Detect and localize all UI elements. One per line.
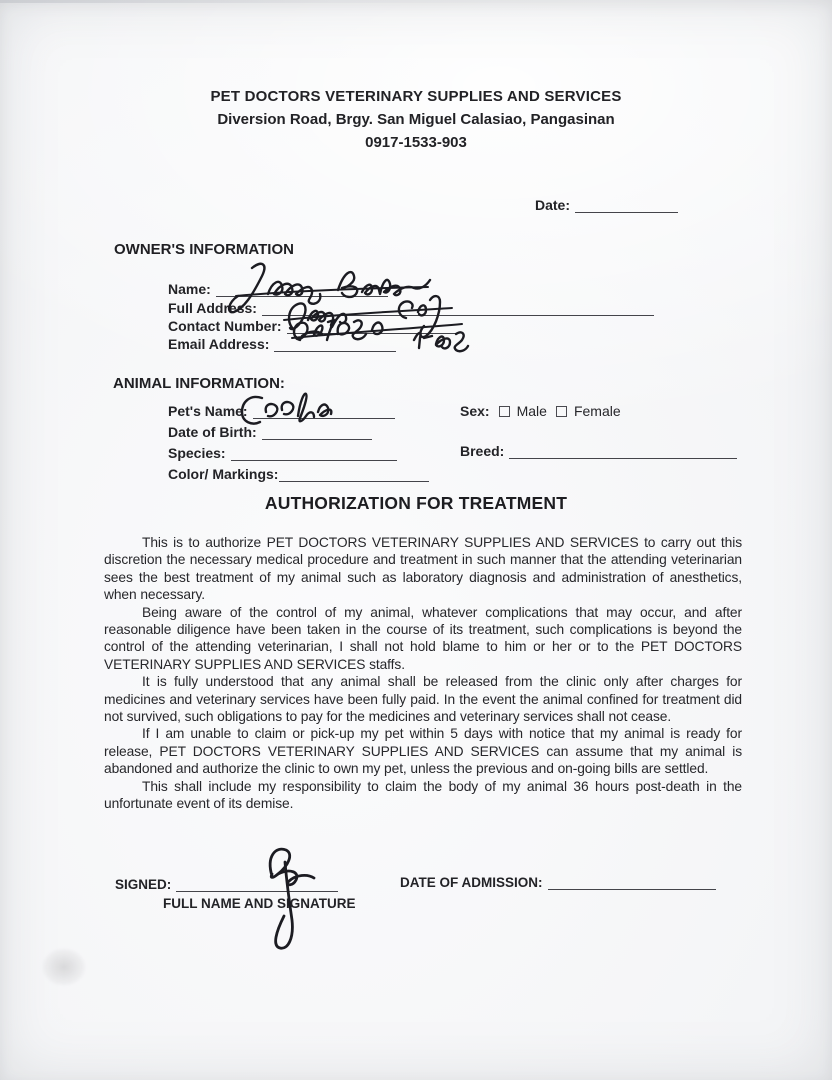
breed-field [460,443,737,459]
admission-date-field [400,874,716,890]
color-markings-underline [279,466,429,482]
species-label: Species: [168,445,226,461]
owner-name-label: Name: [168,281,211,297]
female-option-label: Female [573,403,621,419]
clinic-name: PET DOCTORS VETERINARY SUPPLIES AND SERVICES [210,88,622,105]
date-underline [575,197,678,213]
owner-address-underline [262,300,654,316]
pet-name-label: Pet's Name: [168,403,248,419]
authorization-body [104,534,742,813]
owner-contact-label: Contact Number: [168,318,282,334]
authorization-paragraph-5: This shall include my responsibility to claim the body of my animal 36 hours post-death in the unfortunate event of its demise. [104,778,742,812]
owner-section-heading: OWNER'S INFORMATION [114,241,294,258]
owner-email-field [168,336,396,352]
female-checkbox [556,406,567,417]
owner-contact-field [168,318,457,334]
pet-name-field [168,403,395,419]
date-label: Date: [535,197,571,213]
animal-section-heading: ANIMAL INFORMATION: [113,375,285,392]
species-field [168,445,397,461]
color-markings-field [168,466,429,482]
owner-address-field [168,300,654,316]
scan-smudge-artifact [42,948,86,986]
male-checkbox [499,406,510,417]
signed-underline [176,876,338,892]
sex-field [460,403,621,419]
admission-date-underline [548,874,716,890]
signed-caption: FULL NAME AND SIGNATURE [163,896,356,911]
clinic-phone: 0917-1533-903 [365,134,467,151]
pet-name-underline [253,403,395,419]
male-option-label: Male [516,403,547,419]
breed-underline [509,443,737,459]
breed-label: Breed: [460,443,505,459]
owner-name-field [168,281,388,297]
clinic-address: Diversion Road, Brgy. San Miguel Calasiao, Pangasinan [217,111,615,128]
birth-date-field [168,424,372,440]
birth-date-label: Date of Birth: [168,424,257,440]
species-underline [231,445,397,461]
admission-date-label: DATE OF ADMISSION: [400,875,543,890]
authorization-paragraph-2: Being aware of the control of my animal, whatever complications that may occur, and after reasonable diligence have been taken in the course of its treatment, such complications is beyond the control of the attending veterinarian, I shall not hold blame to him or her or to the PET DOCTORS VETERINARY SUPPLIES AND SERVICES staffs. [104,604,742,672]
authorization-paragraph-3: It is fully understood that any animal shall be released from the clinic only after charges for medicines and veterinary services have been fully paid. In the event the animal confined for treatment did not survived, such obligations to pay for the medicines and veterinary services shall not cease. [104,674,742,725]
signed-label: SIGNED: [115,877,172,892]
authorization-paragraph-1: This is to authorize PET DOCTORS VETERINARY SUPPLIES AND SERVICES to carry out this discretion the necessary medical procedure and treatment in such manner that the attending veterinarian sees the best treatment of my animal such as laboratory diagnosis and administration of anesthetics, when necessary. [104,535,742,603]
birth-date-underline [262,424,372,440]
authorization-paragraph-4: If I am unable to claim or pick-up my pet within 5 days with notice that my animal is ready for release, PET DOCTORS VETERINARY SUPPLIES AND SERVICES can assume that my animal is abandoned and authorize the clinic to own my pet, unless the previous and on-going bills are settled. [104,726,742,777]
scan-edge-artifact [0,0,832,3]
owner-name-underline [216,281,388,297]
date-field [535,197,678,213]
owner-email-underline [274,336,396,352]
owner-contact-underline [287,318,457,334]
authorization-title: AUTHORIZATION FOR TREATMENT [264,493,568,513]
owner-email-label: Email Address: [168,336,270,352]
owner-address-label: Full Address: [168,300,257,316]
signed-field [115,876,338,892]
sex-label: Sex: [460,403,490,419]
color-markings-label: Color/ Markings: [168,466,279,482]
